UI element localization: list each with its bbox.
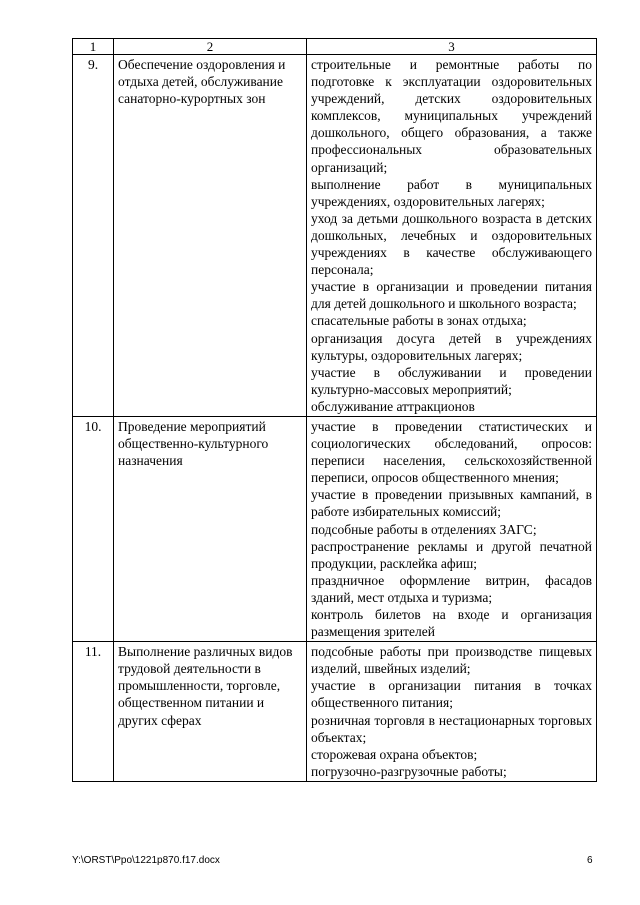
list-item: участие в организации питания в точках общественного питания;: [311, 678, 592, 711]
header-col-1: 1: [73, 39, 114, 55]
list-item: участие в проведении призывных кампаний, в работе избирательных комиссий;: [311, 487, 592, 520]
list-item: участие в организации и проведении питания для детей дошкольного и школьного возраста;: [311, 279, 592, 312]
row-number: 11.: [73, 642, 114, 782]
header-col-2: 2: [114, 39, 307, 55]
list-item: строительные и ремонтные работы по подготовке к эксплуатации оздоровительных учреждений, детских оздоровительных комплексов, муниципальных учреждений дошкольного, общего образования, а также профессиональных образовательных организаций;: [311, 57, 592, 175]
list-item: участие в обслуживании и проведении культурно-массовых мероприятий;: [311, 364, 592, 397]
list-item: уход за детьми дошкольного возраста в детских дошкольных, лечебных и оздоровительных учреждениях в качестве обслуживающего персонала;: [311, 210, 592, 278]
list-item: спасательные работы в зонах отдыха;: [311, 313, 527, 329]
list-item: погрузочно-разгрузочные работы;: [311, 763, 507, 779]
list-item: праздничное оформление витрин, фасадов зданий, мест отдыха и туризма;: [311, 572, 592, 605]
table-row: [73, 55, 597, 417]
row-items: [307, 642, 597, 782]
page-number: 6: [587, 855, 593, 866]
list-item: участие в проведении статистических и социологических обследований, опросов: переписи населения, сельскохозяйственной переписи, опросов общественного мнения;: [311, 418, 592, 486]
list-item: контроль билетов на входе и организация размещения зрителей: [311, 607, 592, 640]
header-col-3: 3: [307, 39, 597, 55]
footer-file-path: Y:\ORST\Ppo\1221p870.f17.docx: [72, 855, 220, 866]
row-number: 10.: [73, 416, 114, 641]
list-item: подсобные работы при производстве пищевых изделий, швейных изделий;: [311, 644, 592, 677]
row-items: [307, 416, 597, 641]
list-item: выполнение работ в муниципальных учреждениях, оздоровительных лагерях;: [311, 176, 592, 209]
table-header-row: [73, 39, 597, 55]
row-number: 9.: [73, 55, 114, 417]
table-row: [73, 642, 597, 782]
table-row: [73, 416, 597, 641]
row-title: Обеспечение оздоровления и отдыха детей, обслуживание санаторно-курортных зон: [114, 55, 307, 417]
list-item: распространение рекламы и другой печатной продукции, расклейка афиш;: [311, 538, 592, 571]
row-title: Выполнение различных видов трудовой деятельности в промышленности, торговле, общественном питании и других сферах: [114, 642, 307, 782]
list-item: сторожевая охрана объектов;: [311, 746, 478, 762]
activities-table: [72, 38, 597, 782]
list-item: розничная торговля в нестационарных торговых объектах;: [311, 712, 592, 745]
list-item: подсобные работы в отделениях ЗАГС;: [311, 521, 537, 537]
row-title: Проведение мероприятий общественно-культурного назначения: [114, 416, 307, 641]
list-item: обслуживание аттракционов: [311, 398, 475, 414]
list-item: организация досуга детей в учреждениях культуры, оздоровительных лагерях;: [311, 330, 592, 363]
row-items: [307, 55, 597, 417]
